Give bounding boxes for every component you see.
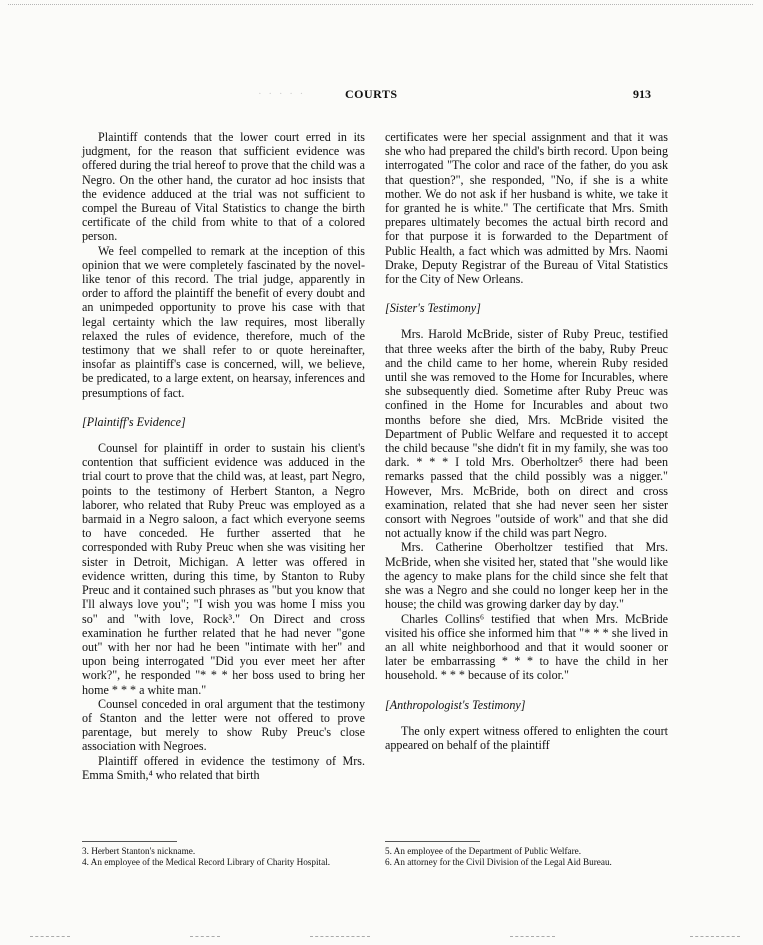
footnote: 4. An employee of the Medical Record Library of Charity Hospital. — [82, 856, 330, 867]
scan-mark — [690, 936, 740, 937]
body-paragraph: certificates were her special assignment and that it was she who had prepared the child's birth record. Upon being interrogated "The color and race of the father, do you ask that question?", she responded, "No, if she is a white mother. We do not ask if her husband is white, we take it for granted he is white." The certificate that Mrs. Smith prepares ultimately becomes the actual birth record and for that purpose it is forwarded to the Department of Public Health, a fact which was admitted by Mrs. Naomi Drake, Deputy Registrar of the Bureau of Vital Statistics for the City of New Orleans. — [385, 130, 668, 287]
bottom-scan-marks — [0, 936, 763, 940]
right-column — [385, 130, 668, 752]
footnote: 6. An attorney for the Civil Division of the Legal Aid Bureau. — [385, 856, 612, 867]
footnote: 3. Herbert Stanton's nickname. — [82, 846, 196, 856]
footnotes-left — [82, 841, 365, 868]
body-paragraph: Mrs. Catherine Oberholtzer testified that Mrs. McBride, when she visited her, stated that "she would like the agency to make plans for the child since she felt that she was a Negro and she could no longer keep her in the house; the child was growing darker day by day." — [385, 540, 668, 612]
page-header — [0, 86, 763, 106]
left-column — [82, 130, 365, 782]
body-paragraph: The only expert witness offered to enlighten the court appeared on behalf of the plaintiff — [385, 723, 668, 752]
scan-mark — [310, 936, 370, 937]
body-paragraph: Plaintiff contends that the lower court erred in its judgment, for the reason that sufficient evidence was offered during the trial hereof to prove that the child was a Negro. On the other hand, the curator ad hoc insists that the evidence adduced at the trial was not sufficient to compel the Bureau of Vital Statistics to change the birth certificate of the child from white to that of a colored person. — [82, 130, 365, 244]
section-heading-sister-testimony: [Sister's Testimony] — [385, 301, 481, 316]
scan-mark — [190, 936, 220, 937]
footnote-rule — [82, 841, 177, 842]
section-heading-plaintiff-evidence: [Plaintiff's Evidence] — [82, 414, 186, 429]
footnotes-right — [385, 841, 668, 868]
body-paragraph: Counsel for plaintiff in order to sustain his client's contention that sufficient evidence was adduced in the trial court to prove that the child was, at least, part Negro, points to the testimony of Herbert Stanton, a Negro laborer, who related that Ruby Preuc was employed as a barmaid in a Negro saloon, a fact which everyone seems to have conceded. He further asserted that he corresponded with Ruby Preuc when she was visiting her sister in Detroit, Michigan. A letter was offered in evidence written, during this time, by Stanton to Ruby Preuc and it contained such phrases as "but you know that I'll always love you"; "I wish you was home I miss you so" and "with love, Rock³." On Direct and cross examination he further related that he had never "gone out" with her nor had he been "intimate with her" and upon being interrogated "Did you ever meet her after work?", he responded "* * * her boss used to bring her home * * * a white man." — [82, 441, 365, 697]
body-paragraph: Charles Collins⁶ testified that when Mrs. McBride visited his office she informed him that "* * * she lived in an all white neighborhood and that it would sooner or later be embarrassing * * * to have the child in her household. * * * because of its color." — [385, 611, 668, 683]
body-paragraph: We feel compelled to remark at the inception of this opinion that we were completely fascinated by the novel-like tenor of this record. The trial judge, apparently in order to afford the plaintiff the benefit of every doubt and an unimpeded opportunity to prove his case with that legal certainty which the law requires, most liberally relaxed the rules of evidence, therefore, much of the testimony that we shall refer to or quote hereinafter, insofar as plaintiff's case is concerned, will, we believe, be predicated, to a large extent, on hearsay, inferences and presumptions of fact. — [82, 243, 365, 400]
scan-mark — [30, 936, 70, 937]
footnote-rule — [385, 841, 480, 842]
body-paragraph: Plaintiff offered in evidence the testimony of Mrs. Emma Smith,⁴ who related that birth — [82, 753, 365, 782]
body-paragraph: Mrs. Harold McBride, sister of Ruby Preuc, testified that three weeks after the birth of the baby, Ruby Preuc and the child came to her home, wherein Ruby resided until she was removed to the Home for Incurables, where she subsequently died. Sometime after Ruby Preuc was confined in the Home for Incurables and about two months before she died, Mrs. McBride visited the Department of Public Welfare and requested it to accept the child because "she didn't fit in my family, she was too dark. * * * I told Mrs. Oberholtzer⁵ there had been remarks passed that the child possibly was a nigger." However, Mrs. McBride, both on direct and cross examination, related that she had never seen her sister consort with Negroes "outside of work" and that she did not actually know if the child was part Negro. — [385, 327, 668, 541]
top-scan-border — [8, 4, 753, 5]
footnote: 5. An employee of the Department of Public Welfare. — [385, 846, 582, 856]
faded-header-text: · · · · · — [258, 88, 306, 100]
body-paragraph: Counsel conceded in oral argument that the testimony of Stanton and the letter were not offered to prove parentage, but merely to show Ruby Preuc's close association with Negroes. — [82, 696, 365, 754]
scan-mark — [510, 936, 555, 937]
running-head: COURTS — [345, 87, 398, 101]
page-number: 913 — [633, 87, 651, 101]
section-heading-anthropologist-testimony: [Anthropologist's Testimony] — [385, 697, 526, 712]
